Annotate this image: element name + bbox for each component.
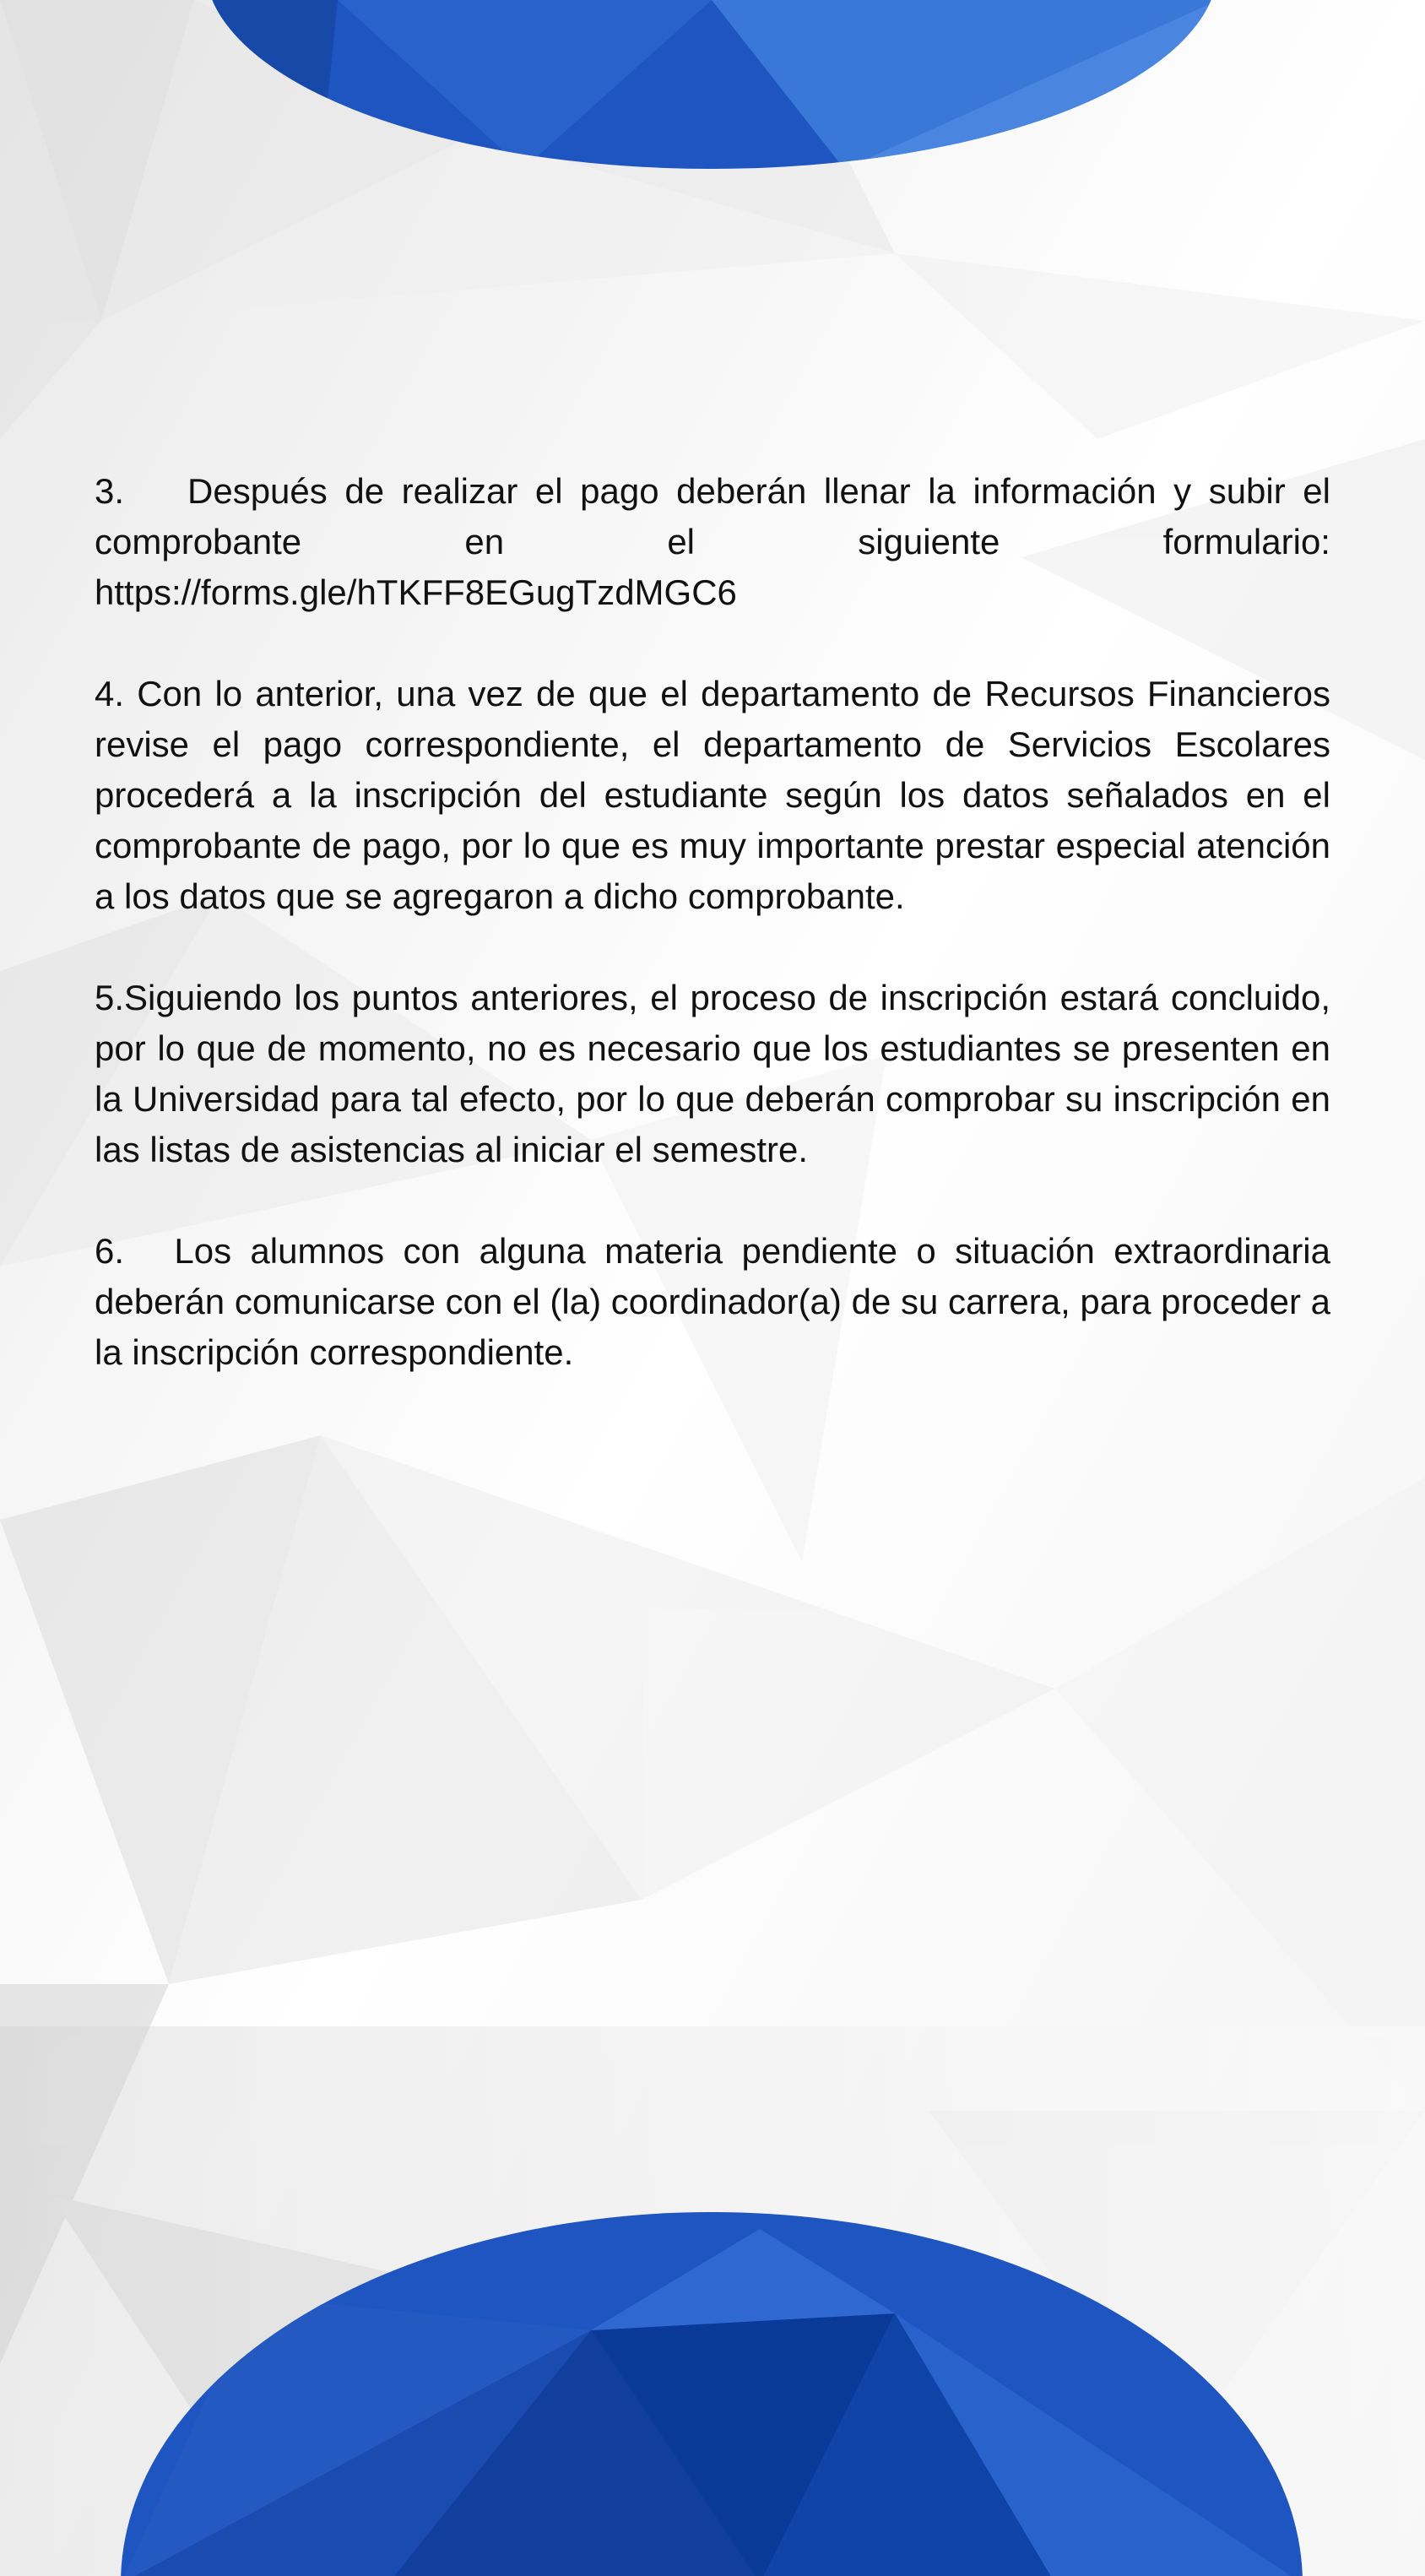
list-item-5 — [95, 973, 1330, 1175]
item-6-text: Los alumnos con alguna materia pendiente o situación extraordinaria deberán comunicarse con el (la) coordinador(a) de su carrera, para proceder a la inscripción correspondiente. — [95, 1231, 1330, 1372]
item-3-word: formulario: — [1162, 522, 1330, 561]
item-number: 4. — [95, 674, 125, 713]
item-5-text: Siguiendo los puntos anteriores, el proceso de inscripción estará concluido, por lo que de momento, no es necesario que los estudiantes se presenten en la Universidad para tal efecto, por lo que deberán comprobar su inscripción en las listas de asistencias al iniciar el semestre. — [95, 978, 1330, 1169]
list-item-6 — [95, 1226, 1330, 1378]
item-3-word: comprobante — [95, 522, 302, 561]
item-3-word: el — [667, 522, 696, 561]
item-number: 6. — [95, 1231, 125, 1271]
item-3-text-line-1: Después de realizar el pago deberán llenar la información y subir el — [187, 471, 1330, 511]
item-3-line-2 — [95, 517, 1330, 567]
list-item-3 — [95, 466, 1330, 618]
form-link[interactable]: https://forms.gle/hTKFF8EGugTzdMGC6 — [95, 572, 737, 612]
list-item-4 — [95, 669, 1330, 922]
item-number: 5. — [95, 978, 125, 1017]
item-3-word: en — [464, 522, 505, 561]
item-4-text: Con lo anterior, una vez de que el departamento de Recursos Financieros revise el pago correspondiente, el departamento de Servicios Escolares procederá a la inscripción del estudiante según los datos señalados en el comprobante de pago, por lo que es muy importante prestar especial atención a los datos que se agregaron a dicho comprobante. — [95, 674, 1330, 916]
item-3-line-1 — [95, 466, 1330, 517]
item-3-word: siguiente — [858, 522, 1000, 561]
document-body — [95, 466, 1330, 1429]
item-number: 3. — [95, 471, 125, 511]
